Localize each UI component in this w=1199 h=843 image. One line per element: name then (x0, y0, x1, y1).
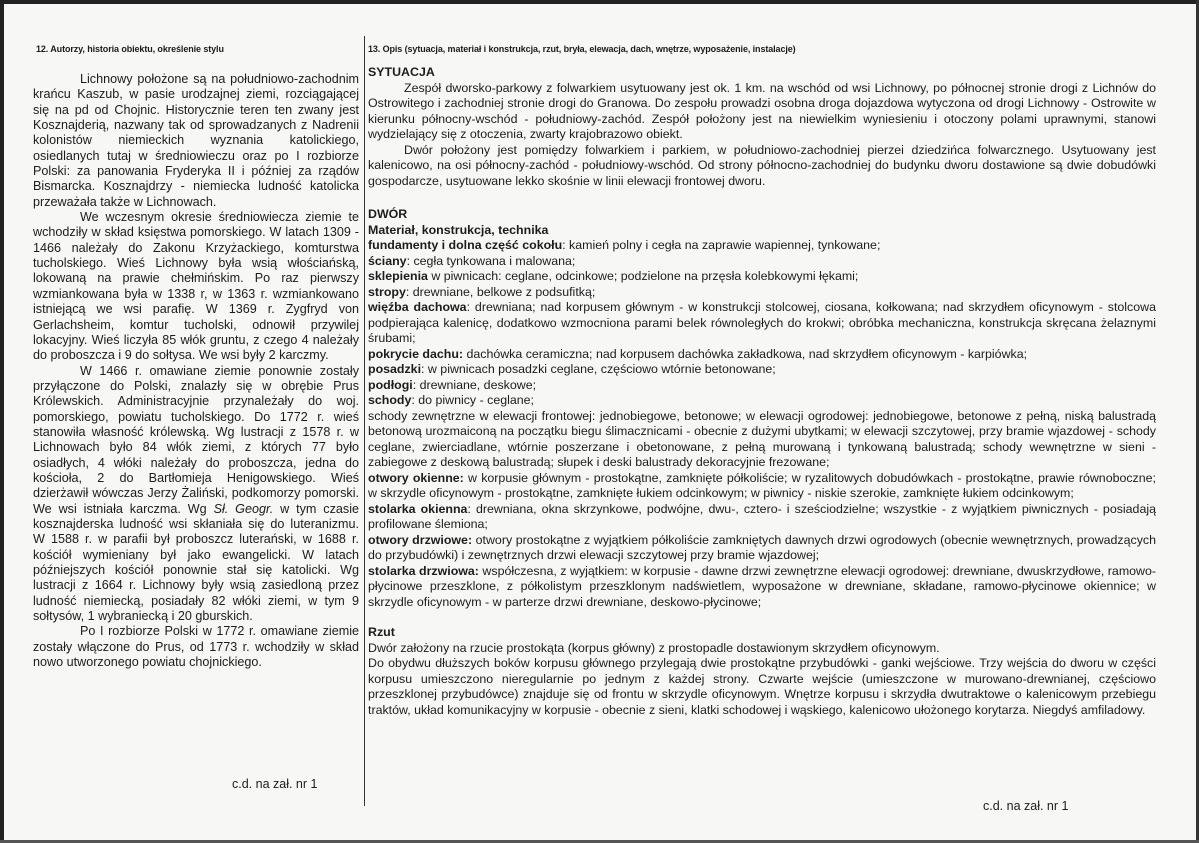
history-column (33, 72, 359, 670)
subsection-title-material: Materiał, konstrukcja, technika (368, 222, 549, 237)
material-item-label: posadzki (368, 362, 422, 376)
column-divider (364, 36, 365, 806)
history-paragraph: We wczesnym okresie średniowiecza ziemie te wchodziły w skład księstwa pomorskiego. W latach 1309 - 1466 należały do Zakonu Krzyżackiego, komturstwa tucholskiego. Wieś Lichnowy była wsią włościańską, lokowaną na prawie chełmińskim. Po raz pierwszy wzmiankowana była w 1338 r, w 1363 r. wzmiankowano istniejącą we wsi parafię. W 1369 r. Zygfryd von Gerlachsheim, komtur tucholski, odnowił przywilej lokacyjny. Wieś liczyła 85 włók gruntu, z czego 4 należały do proboszcza i 9 do sołtysa. We wsi były 2 karczmy. (33, 210, 359, 363)
material-item (368, 533, 1156, 564)
material-item-text: : drewniana; nad korpusem głównym - w konstrukcji stolcowej, ciosana, kołkowana; nad skrzydłem oficynowym - stolcowa podpierająca kalenicę, dodatkowo wzmocniona parami belek równoległych do krokwi; obróbka mechaniczna, konstrukcja skręcana żelaznymi śrubami; (368, 300, 1156, 345)
section-gap (368, 189, 1156, 207)
material-item-label: stropy (368, 284, 406, 299)
description-column (368, 65, 1156, 718)
material-item-text: współczesna, z wyjątkiem: w korpusie - dawne drzwi zewnętrzne elewacji ogrodowej: drewniane, dwuskrzydłowe, ramowo-płycinowe przeszklone, z półkolistym przeszklonym nadświetlem, wyposażone w drewniane, składane, ramowo-płycinowe okiennice; w skrzydle oficynowym - w parterze drzwi drewniane, deskowo-płycinowe; (368, 563, 1156, 609)
material-item-text: : cegła tynkowana i malowana; (406, 253, 576, 268)
material-item-label: otwory drzwiowe: (368, 532, 473, 547)
material-item (368, 347, 1156, 363)
material-item (368, 238, 1156, 254)
material-item (368, 409, 1156, 471)
material-item-text: : kamień polny i cegła na zaprawie wapiennej, tynkowane; (562, 238, 881, 252)
material-item-label: stolarka drzwiowa: (368, 563, 479, 578)
material-item (368, 378, 1156, 394)
history-paragraph (33, 364, 359, 625)
section-title-sytuacja: SYTUACJA (368, 65, 435, 79)
material-item-label: stolarka okienna (368, 501, 468, 516)
rzut-paragraph: Do obydwu dłuższych boków korpusu głównego przylegają dwie prostokątne przybudówki - ganki wejściowe. Trzy wejścia do dworu w części korpusu umieszczono nieregularnie po jednym z każdej strony. Czwarte wejście (umieszczone w murowano-drewnianej, częściowo przeszklonej przybudówce) znajduje się od frontu w skrzydle oficynowym. Wnętrze korpusu i skrzydła dwutraktowe o kalenicowym przebiegu traktów, układ komunikacyjny w korpusie - obecnie z sieni, klatki schodowej i wąskiego, kalenicowo ułożonego korytarza. Niegdyś amfiladowy. (368, 656, 1156, 717)
material-item-label: sklepienia (368, 269, 428, 283)
material-item-label: ściany (368, 253, 407, 268)
subsection-title-rzut: Rzut (368, 625, 395, 639)
right-continuation-note: c.d. na zał. nr 1 (983, 799, 1069, 813)
material-item (368, 502, 1156, 533)
material-item-text: : do piwnicy - ceglane; (411, 393, 534, 407)
material-item-text: schody zewnętrzne w elewacji frontowej: jednobiegowe, betonowe; w elewacji ogrodowej: jednobiegowe, betonowe z pełną, niską balustradą betonową urozmaiconą na początku biegu ślimacznicami - obecnie z dużymi ubytkami; w elewacji szczytowej, przy bramie wjazdowej - schody ceglane, zwierciadlane, wtórnie poszerzane i obetonowane, z pełną murowaną i tynkowaną balustradą; schody wewnętrzne w sieni - zabiegowe z deskową balustradą; słupek i deski balustrady dekoracyjnie frezowane; (368, 408, 1156, 469)
material-item-label: otwory okienne: (368, 470, 464, 485)
history-paragraph: Po I rozbiorze Polski w 1772 r. omawiane ziemie zostały włączone do Prus, od 1773 r. wchodziły w skład nowo utworzonego powiatu chojnickiego. (33, 624, 359, 670)
scan-border-left (0, 0, 4, 843)
material-item-text: : drewniane, deskowe; (412, 377, 537, 392)
section-title-dwor: DWÓR (368, 207, 408, 221)
history-text: w tym czasie kosznajderska ludność wsi skłaniała się do luteranizmu. W 1588 r. w parafii był proboszcz luterański, w 1688 r. kościół wymieniany był jako ewangelicki. W latach późniejszych kościół ponownie stał się katolicki. Wg lustracji z 1664 r. Lichnowy były wsią zasiedloną przez ludność niemiecką, posiadały 82 włóki ziemi, w tym 9 sołtysów, 1 wybraniecką i 20 gburskich. (33, 501, 359, 624)
material-item (368, 269, 1156, 285)
scan-border-top (0, 0, 1199, 4)
material-item (368, 254, 1156, 270)
material-item-label: schody (368, 393, 412, 407)
material-item-label: fundamenty i dolna część cokołu (368, 238, 563, 252)
material-list (368, 238, 1156, 610)
sytuacja-paragraph: Dwór położony jest pomiędzy folwarkiem i parkiem, w południowo-zachodniej pierzei dziedzińca folwarcznego. Usytuowany jest kalenicowo, na osi północny-zachód - południowy-wschód. Od strony północno-zachodniej do budynku dworu dostawione są dwie dobudówki gospodarcze, usytuowane lekko skośnie w linii elewacji frontowej dworu. (368, 142, 1156, 188)
material-item-text: w korpusie głównym - prostokątne, zamknięte półkoliście; w ryzalitowych dobudówkach - prostokątne, prawie równoboczne; w skrzydle oficynowym - prostokątne, zamknięte łukiem odcinkowym; w piwnicy - niskie szerokie, zamknięte łukiem odcinkowym; (368, 470, 1156, 500)
history-paragraph: Lichnowy położone są na południowo-zachodnim krańcu Kaszub, w pasie urodzajnej ziemi, rozciągającej się na pd od Chojnic. Historycznie teren ten zwany jest Kosznajderią, nazwany tak od sprowadzanych z Nadrenii kolonistów niemieckich wyznania katolickiego, osiedlanych tutaj w średniowieczu oraz po I rozbiorze Polski: za panowania Fryderyka II i później za rządów Bismarcka. Kosznajdrzy - niemiecka ludność katolicka przeważała także w Lichnowach. (33, 72, 359, 209)
material-item-text: otwory prostokątne z wyjątkiem półkoliście zamkniętych dawnych drzwi ogrodowych (obecnie wewnętrznych, prowadzących do przybudówki) i zewnętrznych drzwi elewacji szczytowej przy bramie wjazdowej; (368, 532, 1156, 562)
history-text: W 1466 r. omawiane ziemie ponownie zostały przyłączone do Polski, znalazły się w obrębie Prus Królewskich. Administracyjnie przynależały do woj. pomorskiego, powiatu tucholskiego. Do 1772 r. wieś stanowiła własność królewską. Wg lustracji z 1578 r. w Lichnowach było 84 włók ziemi, z których 77 było osiadłych, 4 włóki należały do proboszcza, jedna do kościoła, 2 do Bartłomieja Henigowskiego. Wieś dzierżawił wówczas Jerzy Żaliński, podkomorzy pomorski. We wsi istniała karczma. Wg (33, 363, 359, 516)
left-column-header: 12. Autorzy, historia obiektu, określenie stylu (36, 44, 224, 54)
left-continuation-note: c.d. na zał. nr 1 (232, 777, 318, 791)
material-item (368, 393, 1156, 409)
material-item-text: w piwnicach: ceglane, odcinkowe; podzielone na przęsła kolebkowymi łękami; (427, 269, 859, 283)
right-column-header: 13. Opis (sytuacja, materiał i konstrukcja, rzut, bryła, elewacja, dach, wnętrze, wyposażenie, instalacje) (368, 44, 796, 54)
source-citation: Sł. Geogr. (213, 501, 274, 516)
material-item-label: więźba dachowa (368, 300, 467, 314)
material-item-text: : drewniana, okna skrzynkowe, podwójne, dwu-, cztero- i sześciodzielne; wszystkie - z wyjątkiem piwnicznych - posiadają profilowane ślemiona; (368, 501, 1156, 531)
material-item (368, 362, 1156, 378)
material-item-text: dachówka ceramiczna; nad korpusem dachówka zakładkowa, nad skrzydłem oficynowym - karpiówka; (463, 346, 1028, 361)
sytuacja-paragraph: Zespół dworsko-parkowy z folwarkiem usytuowany jest ok. 1 km. na wschód od wsi Lichnowy, po północnej stronie drogi z Lichnów do Ostrowitego i zachodniej stronie drogi do Granowa. Do zespołu prowadzi osobna droga dojazdowa wytyczona od drogi Lichnowy - Ostrowite w kierunku północny-wschód - południowy-zachód. Zespół położony jest na niewielkim wyniesieniu i otoczony polami uprawnymi, stanowi wydzielający się z otoczenia, zwarty krajobrazowo obiekt. (368, 80, 1156, 141)
material-item-label: podłogi (368, 377, 413, 392)
material-item-label: pokrycie dachu: (368, 346, 464, 361)
material-item-text: : w piwnicach posadzki ceglane, częściowo wtórnie betonowane; (421, 362, 776, 376)
material-item-text: : drewniane, belkowe z podsufitką; (405, 284, 596, 299)
material-item (368, 471, 1156, 502)
material-item (368, 285, 1156, 301)
material-item (368, 564, 1156, 611)
section-gap (368, 610, 1156, 625)
rzut-paragraph: Dwór założony na rzucie prostokąta (korpus główny) z prostopadle dostawionym skrzydłem oficynowym. (368, 640, 940, 655)
material-item (368, 300, 1156, 347)
